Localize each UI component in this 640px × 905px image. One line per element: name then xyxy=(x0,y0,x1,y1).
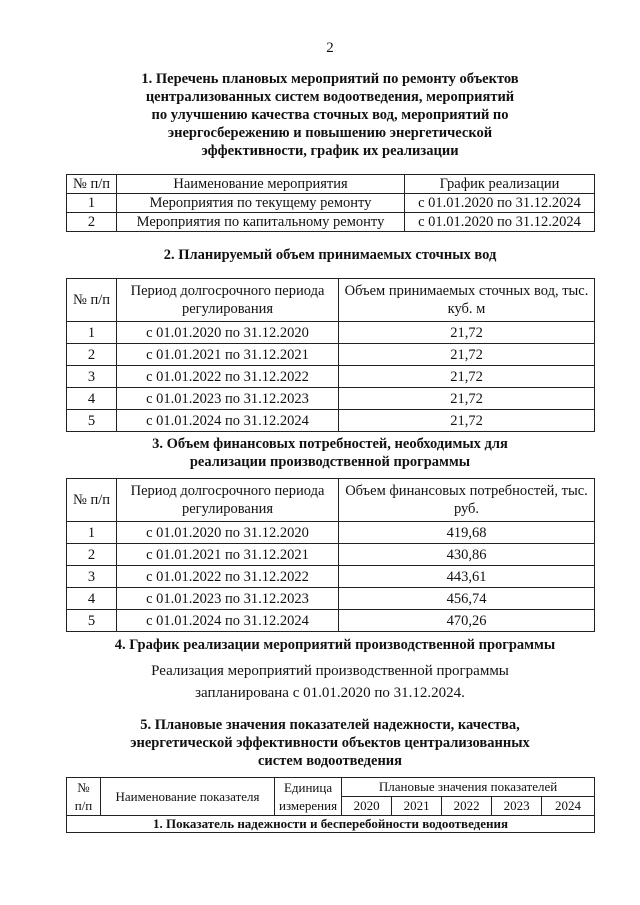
section5-title-line: 5. Плановые значения показателей надежности, качества, xyxy=(140,717,520,733)
activities-table xyxy=(66,174,595,232)
header-year: 2020 xyxy=(342,797,392,816)
page-number: 2 xyxy=(326,40,334,56)
section1-title-line: энергосбережению и повышению энергетической xyxy=(167,125,493,141)
table-row xyxy=(67,410,595,432)
table-row xyxy=(67,522,595,544)
header-volume: Объем принимаемых сточных вод, тыс. куб. м xyxy=(339,279,595,322)
wastewater-volume-table xyxy=(66,278,595,432)
cell-amount: 470,26 xyxy=(339,610,595,632)
header-indicator-name: Наименование показателя xyxy=(101,778,275,816)
section5-title-line: систем водоотведения xyxy=(257,753,403,769)
header-year: 2023 xyxy=(492,797,542,816)
cell-period: с 01.01.2024 по 31.12.2024 xyxy=(117,410,339,432)
table-subheading-row xyxy=(67,816,595,833)
header-activity-name: Наименование мероприятия xyxy=(117,175,405,194)
section3-title xyxy=(60,435,600,471)
table-header-row xyxy=(67,279,595,322)
table-row xyxy=(67,588,595,610)
section5-title xyxy=(60,716,600,770)
section4-title: 4. График реализации мероприятий производственной программы xyxy=(114,637,556,653)
cell-activity: Мероприятия по капитальному ремонту xyxy=(117,213,405,232)
header-year: 2022 xyxy=(442,797,492,816)
cell-schedule: с 01.01.2020 по 31.12.2024 xyxy=(405,194,595,213)
header-financial: Объем финансовых потребностей, тыс. руб. xyxy=(339,479,595,522)
section1-title-line: эффективности, график их реализации xyxy=(201,143,459,159)
table-row xyxy=(67,544,595,566)
section5-title-line: энергетической эффективности объектов централизованных xyxy=(130,735,530,751)
table-row xyxy=(67,388,595,410)
header-period: Период долгосрочного периода регулирования xyxy=(117,479,339,522)
cell-volume: 21,72 xyxy=(339,344,595,366)
table-row xyxy=(67,366,595,388)
cell-num: 5 xyxy=(67,610,117,632)
cell-period: с 01.01.2024 по 31.12.2024 xyxy=(117,610,339,632)
table-row xyxy=(67,344,595,366)
cell-num: 2 xyxy=(67,344,117,366)
header-period: Период долгосрочного периода регулирования xyxy=(117,279,339,322)
table-header-row xyxy=(67,479,595,522)
section2-title: 2. Планируемый объем принимаемых сточных вод xyxy=(163,247,497,263)
cell-volume: 21,72 xyxy=(339,322,595,344)
header-planned-values: Плановые значения показателей xyxy=(342,778,595,797)
header-num: № п/п xyxy=(67,479,117,522)
cell-period: с 01.01.2021 по 31.12.2021 xyxy=(117,544,339,566)
table-row xyxy=(67,213,595,232)
section1-title-line: 1. Перечень плановых мероприятий по ремонту объектов xyxy=(141,71,519,87)
cell-period: с 01.01.2022 по 31.12.2022 xyxy=(117,566,339,588)
section3-title-line: 3. Объем финансовых потребностей, необходимых для xyxy=(152,436,508,452)
cell-num: 4 xyxy=(67,388,117,410)
cell-num: 2 xyxy=(67,544,117,566)
header-num: № п/п xyxy=(67,175,117,194)
cell-amount: 419,68 xyxy=(339,522,595,544)
section1-title xyxy=(60,70,600,160)
section3-title-line: реализации производственной программы xyxy=(189,454,471,470)
cell-volume: 21,72 xyxy=(339,388,595,410)
cell-amount: 443,61 xyxy=(339,566,595,588)
cell-num: 1 xyxy=(67,322,117,344)
table-row xyxy=(67,566,595,588)
cell-num: 1 xyxy=(67,522,117,544)
header-num: № п/п xyxy=(67,279,117,322)
cell-num: 3 xyxy=(67,366,117,388)
cell-period: с 01.01.2023 по 31.12.2023 xyxy=(117,588,339,610)
header-schedule: График реализации xyxy=(405,175,595,194)
cell-period: с 01.01.2020 по 31.12.2020 xyxy=(117,522,339,544)
financial-needs-table xyxy=(66,478,595,632)
cell-period: с 01.01.2023 по 31.12.2023 xyxy=(117,388,339,410)
cell-period: с 01.01.2021 по 31.12.2021 xyxy=(117,344,339,366)
section1-title-line: по улучшению качества сточных вод, мероприятий по xyxy=(151,107,509,123)
table-header-row xyxy=(67,778,595,797)
cell-num: 4 xyxy=(67,588,117,610)
section1-title-line: централизованных систем водоотведения, мероприятий xyxy=(145,89,515,105)
table-row xyxy=(67,194,595,213)
cell-period: с 01.01.2020 по 31.12.2020 xyxy=(117,322,339,344)
table-row xyxy=(67,610,595,632)
cell-num: 3 xyxy=(67,566,117,588)
header-year: 2024 xyxy=(542,797,595,816)
indicators-table xyxy=(66,777,595,833)
section4-text-line2: запланирована с 01.01.2020 по 31.12.2024. xyxy=(195,685,465,701)
cell-num: 2 xyxy=(67,213,117,232)
table-header-row xyxy=(67,175,595,194)
cell-volume: 21,72 xyxy=(339,410,595,432)
cell-activity: Мероприятия по текущему ремонту xyxy=(117,194,405,213)
cell-num: 1 xyxy=(67,194,117,213)
header-unit: Единица измерения xyxy=(275,778,342,816)
cell-num: 5 xyxy=(67,410,117,432)
section4-text-line1: Реализация мероприятий производственной программы xyxy=(151,663,509,679)
cell-period: с 01.01.2022 по 31.12.2022 xyxy=(117,366,339,388)
cell-volume: 21,72 xyxy=(339,366,595,388)
cell-amount: 456,74 xyxy=(339,588,595,610)
subheading-reliability: 1. Показатель надежности и бесперебойности водоотведения xyxy=(67,816,595,833)
cell-amount: 430,86 xyxy=(339,544,595,566)
header-year: 2021 xyxy=(392,797,442,816)
header-num: № п/п xyxy=(67,778,101,816)
cell-schedule: с 01.01.2020 по 31.12.2024 xyxy=(405,213,595,232)
table-row xyxy=(67,322,595,344)
